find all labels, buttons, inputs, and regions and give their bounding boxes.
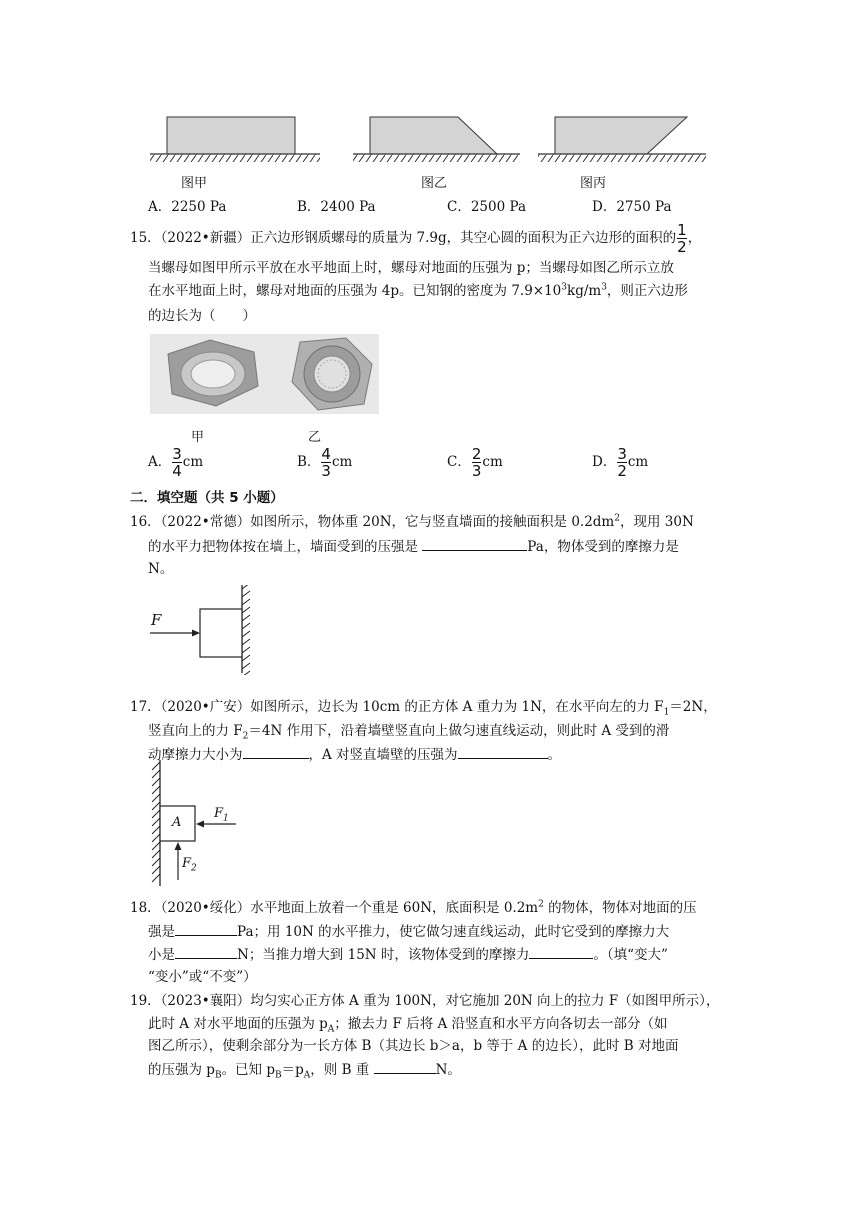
photo-label-a: 甲	[191, 430, 205, 445]
q14-option-a: A．2250 Pa	[148, 199, 227, 215]
fig-a-block	[167, 117, 295, 154]
q18-blank-1[interactable]	[175, 921, 237, 936]
fig-c-block	[555, 117, 687, 154]
q15-option-b: B． $\frac{4}{3}$ cm	[297, 445, 353, 480]
q15-line2: 当螺母如图甲所示平放在水平地面上时，螺母对地面的压强为 p；当螺母如图乙所示立放	[148, 260, 674, 276]
q16-blank-1[interactable]	[422, 536, 527, 551]
q16-diagram	[145, 585, 265, 675]
q19-line3: 图乙所示），使剩余部分为一长方体 B（其边长 b＞a，b 等于 A 的边长），此时 B 对地面	[148, 1038, 679, 1054]
q18-line3: 小是 N；当推力增大到 15N 时，该物体受到的摩擦力 。（填“变大”	[148, 944, 668, 965]
q16-line1: 16．（2022•常德）如图所示，物体重 20N，它与竖直墙面的接触面积是 $0.2dm^2$，现用 30N	[130, 513, 694, 530]
photo-label-b: 乙	[308, 430, 322, 445]
q17-diagram	[148, 760, 258, 890]
q18-line4: “变小”或“不变”）	[148, 969, 257, 985]
q16-block	[200, 609, 242, 657]
q16-line2: 的水平力把物体按在墙上，墙面受到的压强是 Pa，物体受到的摩擦力是	[148, 536, 679, 557]
q19-line1: 19．（2023•襄阳）均匀实心正方体 A 重为 100N，对它施加 20N 向上的拉力 F（如图甲所示），	[130, 993, 720, 1009]
section-heading: 二．填空题（共 5 小题）	[130, 490, 284, 506]
q15-option-a: A． $\frac{3}{4}$ cm	[148, 445, 204, 480]
q17-line2: 竖直向上的力 $F_2=4N$ 作用下，沿着墙壁竖直向上做匀速直线运动，则此时 A 受到的滑	[148, 723, 670, 742]
q16-line3: N。	[148, 561, 174, 577]
fig-b-block	[370, 117, 497, 154]
q19-line4: 的压强为 $p_B$。已知 $p_B=p_A$，则 B 重 N。	[148, 1059, 461, 1080]
q18-line1: 18．（2020•绥化）水平地面上放着一个重是 60N，底面积是 $0.2m^2$ 的物体，物体对地面的压	[130, 899, 697, 916]
q14-option-b: B．2400 Pa	[297, 199, 376, 215]
q17-blank-2[interactable]	[458, 744, 548, 759]
q18-blank-3[interactable]	[529, 944, 593, 959]
q17-f1-label: $F_1$	[214, 806, 229, 824]
q17-block-label: A	[172, 815, 182, 830]
q14-option-c: C．2500 Pa	[447, 199, 527, 215]
q17-line3: 动摩擦力大小为 ，A 对竖直墙壁的压强为 。	[148, 744, 561, 765]
q18-line2: 强是 Pa；用 10N 的水平推力，使它做匀速直线运动，此时它受到的摩擦力大	[148, 921, 669, 942]
q15-line4: 的边长为（ ）	[148, 308, 256, 324]
q15-fraction: $\frac{1}{2}$	[677, 221, 687, 256]
q19-blank-1[interactable]	[374, 1059, 436, 1074]
q15-line1: 15．（2022•新疆）正六边形钢质螺母的质量为 7.9g，其空心圆的面积为正六边形的面积的 $\frac{1}{2}$ ，	[130, 221, 702, 256]
fig-a-label: 图甲	[181, 176, 208, 191]
q16-force-label: F	[151, 611, 162, 629]
q14-option-d: D．2750 Pa	[592, 199, 672, 215]
fig-b-label: 图乙	[421, 176, 448, 191]
q17-f2-label: $F_2$	[182, 856, 197, 874]
q19-line2: 此时 A 对水平地面的压强为 $p_A$；撤去力 F 后将 A 沿竖直和水平方向各切去一部分（如	[148, 1016, 668, 1035]
q15-option-d: D． $\frac{3}{2}$ cm	[592, 445, 649, 480]
q17-line1: 17．（2020•广安）如图所示，边长为 10cm 的正方体 A 重力为 1N，在水平向左的力 $F_1=2N$，	[130, 699, 717, 718]
q14-figures	[140, 105, 720, 165]
q15-option-c: C． $\frac{2}{3}$ cm	[447, 445, 503, 480]
q17-blank-1[interactable]	[243, 744, 309, 759]
q18-blank-2[interactable]	[175, 944, 237, 959]
q15-line3: 在水平地面上时，螺母对地面的压强为 4p。已知钢的密度为 $7.9\times 10^3kg/m^3$，则正六边形	[148, 282, 688, 299]
nut-photo	[150, 334, 379, 414]
fig-c-label: 图丙	[580, 176, 607, 191]
